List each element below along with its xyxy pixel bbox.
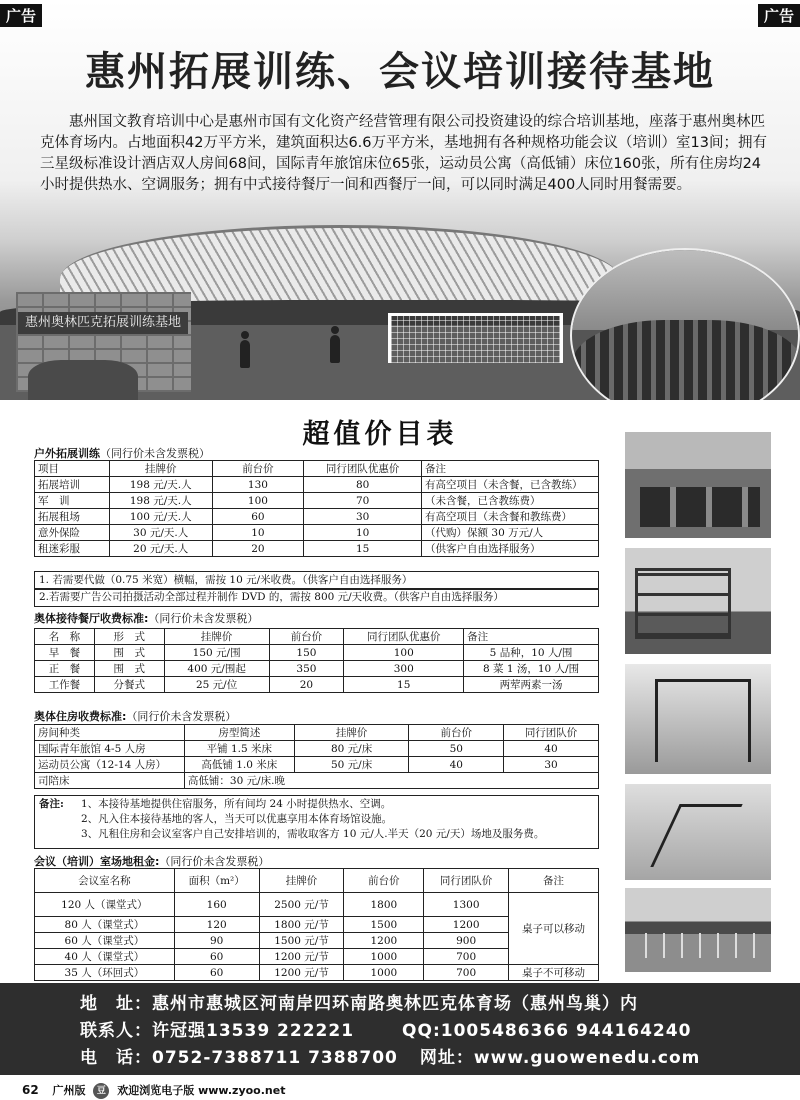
table-row bbox=[35, 741, 599, 757]
header-cell: 面积（m²） bbox=[174, 869, 259, 893]
outdoor-price-table bbox=[34, 460, 599, 557]
table-cell: 60 人（课堂式） bbox=[35, 933, 175, 949]
table-cell: 80 bbox=[304, 477, 422, 493]
header-cell: 前台价 bbox=[409, 725, 504, 741]
table-cell: 拓展租场 bbox=[35, 509, 110, 525]
table-cell: 高低铺：30 元/床.晚 bbox=[184, 773, 598, 789]
table-cell: 国际青年旅馆 4-5 人房 bbox=[35, 741, 185, 757]
remark-line: 3、凡租住房和会议室客户自己安排培训的，需收取客方 10 元/人.半天（20 元/天）场地及服务费。 bbox=[81, 828, 545, 840]
table-cell: 100 bbox=[344, 645, 464, 661]
table-row bbox=[35, 677, 599, 693]
remark-list bbox=[81, 797, 544, 842]
photo-crowd bbox=[572, 320, 800, 400]
table-cell: 70 bbox=[304, 493, 422, 509]
table-cell: 80 元/床 bbox=[294, 741, 409, 757]
intro-paragraph: 惠州国文教育培训中心是惠州市国有文化资产经营管理有限公司投资建设的综合培训基地，座落于惠州奥林匹克体育场内。占地面积42万平方米，建筑面积达6.6万平方米，基地拥有各种规格功能会议（培训）室13间；拥有三星级标准设计酒店双人房间68间，国际青年旅馆床位65张，运动员公寓（高低铺）床位160张，所有住房均24小时提供热水、空调服务；拥有中式接待餐厅一间和西餐厅一间，可以同时满足400人同时用餐需要。 bbox=[40, 114, 767, 193]
header-cell: 会议室名称 bbox=[35, 869, 175, 893]
meeting-heading-label: 会议（培训）室场地租金: bbox=[34, 855, 160, 868]
table-row bbox=[35, 509, 599, 525]
header-cell: 形 式 bbox=[94, 629, 164, 645]
header-cell: 挂牌价 bbox=[164, 629, 269, 645]
table-cell: 20 bbox=[212, 541, 304, 557]
page-title: 惠州拓展训练、会议培训接待基地 bbox=[85, 49, 715, 95]
table-row bbox=[35, 493, 599, 509]
table-cell: 60 bbox=[212, 509, 304, 525]
page-bottom-bar bbox=[0, 1078, 800, 1100]
table-cell: 130 bbox=[212, 477, 304, 493]
table-cell: 拓展培训 bbox=[35, 477, 110, 493]
table-cell: 桌子不可移动 bbox=[509, 965, 599, 981]
lodging-section-heading bbox=[34, 708, 236, 724]
table-cell: 1200 bbox=[424, 917, 509, 933]
table-row bbox=[35, 893, 599, 917]
table-cell: 120 bbox=[174, 917, 259, 933]
remark-line: 2、凡入住本接待基地的客人，当天可以优惠享用本体育场馆设施。 bbox=[81, 813, 393, 825]
header-cell: 同行团队价 bbox=[504, 725, 599, 741]
lodging-price-table bbox=[34, 724, 599, 789]
table-cell: 35 人（环回式） bbox=[35, 965, 175, 981]
table-cell: 5 品种，10 人/围 bbox=[464, 645, 599, 661]
table-cell: 10 bbox=[212, 525, 304, 541]
header-cell: 前台价 bbox=[269, 629, 344, 645]
table-cell: 2500 元/节 bbox=[259, 893, 344, 917]
qq-value: 1005486366 944164240 bbox=[440, 1021, 692, 1041]
table-cell: 意外保险 bbox=[35, 525, 110, 541]
table-cell: 30 bbox=[504, 757, 599, 773]
table-cell: 1200 bbox=[344, 933, 424, 949]
table-cell: 8 菜 1 汤，10 人/围 bbox=[464, 661, 599, 677]
table-cell: 平铺 1.5 米床 bbox=[184, 741, 294, 757]
table-cell: 900 bbox=[424, 933, 509, 949]
contact-label: 联系人： bbox=[80, 1021, 152, 1041]
header-cell: 挂牌价 bbox=[294, 725, 409, 741]
table-cell: 40 bbox=[409, 757, 504, 773]
table-cell: 350 bbox=[269, 661, 344, 677]
table-cell: 10 bbox=[304, 525, 422, 541]
table-cell: 20 元/天.人 bbox=[109, 541, 212, 557]
table-cell: 1000 bbox=[344, 949, 424, 965]
table-cell: 围 式 bbox=[94, 661, 164, 677]
table-row bbox=[35, 965, 599, 981]
address-row bbox=[80, 991, 800, 1018]
stadium-track-photo bbox=[625, 888, 771, 972]
table-row bbox=[35, 757, 599, 773]
table-cell: 正 餐 bbox=[35, 661, 95, 677]
table-cell: 早 餐 bbox=[35, 645, 95, 661]
table-cell: 桌子可以移动 bbox=[509, 893, 599, 965]
table-cell: 90 bbox=[174, 933, 259, 949]
table-cell: 1800 bbox=[344, 893, 424, 917]
table-cell: 有高空项目（未含餐和教练费） bbox=[422, 509, 599, 525]
table-row bbox=[35, 541, 599, 557]
header-cell: 前台价 bbox=[212, 461, 304, 477]
table-cell: 租迷彩服 bbox=[35, 541, 110, 557]
table-cell: 100 元/天.人 bbox=[109, 509, 212, 525]
contact-value: 许冠强13539 222221 bbox=[152, 1021, 355, 1041]
note-line: 2.若需要广告公司拍摄活动全部过程并制作 DVD 的，需按 800 元/天收费。（供客户自由选择服务） bbox=[39, 591, 504, 603]
table-cell: 1300 bbox=[424, 893, 509, 917]
site-url[interactable]: www.zyoo.net bbox=[198, 1084, 286, 1097]
header-cell: 备注 bbox=[509, 869, 599, 893]
dining-price-table bbox=[34, 628, 599, 693]
rope-climbing-photo bbox=[625, 784, 771, 880]
table-cell: 120 人（课堂式） bbox=[35, 893, 175, 917]
hero-banner bbox=[0, 0, 800, 400]
ad-tag-right: 广告 bbox=[758, 4, 800, 27]
table-cell: 围 式 bbox=[94, 645, 164, 661]
outdoor-heading-label: 户外拓展训练 bbox=[34, 447, 100, 460]
table-cell: 25 元/位 bbox=[164, 677, 269, 693]
remark-block bbox=[39, 797, 594, 842]
table-row bbox=[35, 525, 599, 541]
edition-label: 广州版 bbox=[52, 1084, 86, 1097]
header-cell: 项目 bbox=[35, 461, 110, 477]
meeting-section-heading bbox=[34, 853, 269, 869]
table-cell: 30 bbox=[304, 509, 422, 525]
table-cell: 198 元/天.人 bbox=[109, 477, 212, 493]
table-cell: 50 bbox=[409, 741, 504, 757]
table-cell: 15 bbox=[304, 541, 422, 557]
table-cell: 40 人（课堂式） bbox=[35, 949, 175, 965]
table-cell: 有高空项目（未含餐，已含教练） bbox=[422, 477, 599, 493]
magazine-logo-icon: 豆 bbox=[93, 1083, 109, 1099]
phone-label: 电 话： bbox=[80, 1048, 152, 1068]
remark-line: 1、本接待基地提供住宿服务，所有间均 24 小时提供热水、空调。 bbox=[81, 798, 392, 810]
outdoor-section-heading bbox=[34, 445, 210, 461]
photo-sky bbox=[572, 250, 800, 330]
table-cell: 300 bbox=[344, 661, 464, 677]
table-cell: 100 bbox=[212, 493, 304, 509]
table-row bbox=[35, 661, 599, 677]
soccer-goal bbox=[388, 313, 563, 363]
table-cell: 工作餐 bbox=[35, 677, 95, 693]
dining-hall-photo bbox=[625, 432, 771, 538]
table-cell: 60 bbox=[174, 965, 259, 981]
page-number: 62 bbox=[22, 1083, 39, 1097]
header-cell: 挂牌价 bbox=[259, 869, 344, 893]
table-cell: 1000 bbox=[344, 965, 424, 981]
table-cell: 198 元/天.人 bbox=[109, 493, 212, 509]
table-cell: 60 bbox=[174, 949, 259, 965]
dining-section-heading bbox=[34, 610, 258, 626]
web-value[interactable]: www.guowenedu.com bbox=[473, 1048, 701, 1068]
dining-heading-label: 奥体接待餐厅收费标准: bbox=[34, 612, 149, 625]
remarks-label: 备注: bbox=[39, 798, 64, 810]
table-cell: 分餐式 bbox=[94, 677, 164, 693]
ad-tag-left: 广告 bbox=[0, 4, 42, 27]
table-header-row bbox=[35, 461, 599, 477]
table-cell: （代购）保额 30 万元/人 bbox=[422, 525, 599, 541]
table-header-row bbox=[35, 869, 599, 893]
lodging-heading-note: （同行价未含发票税） bbox=[126, 710, 237, 723]
phone-value: 0752-7388711 7388700 bbox=[152, 1048, 398, 1068]
contact-footer bbox=[0, 983, 800, 1075]
header-cell: 同行团队价 bbox=[424, 869, 509, 893]
table-cell: 50 元/床 bbox=[294, 757, 409, 773]
table-cell: 150 元/围 bbox=[164, 645, 269, 661]
climbers-group bbox=[28, 360, 138, 400]
qq-label: QQ: bbox=[402, 1021, 441, 1041]
header-cell: 备注 bbox=[464, 629, 599, 645]
header-cell: 房型简述 bbox=[184, 725, 294, 741]
table-cell: 司陪床 bbox=[35, 773, 185, 789]
address-label: 地 址： bbox=[80, 994, 152, 1014]
table-cell: 军 训 bbox=[35, 493, 110, 509]
dormitory-photo bbox=[625, 548, 771, 654]
table-cell: 30 元/天.人 bbox=[109, 525, 212, 541]
header-cell: 名 称 bbox=[35, 629, 95, 645]
table-header-row bbox=[35, 629, 599, 645]
table-cell: 700 bbox=[424, 949, 509, 965]
table-cell: 20 bbox=[269, 677, 344, 693]
header-cell: 前台价 bbox=[344, 869, 424, 893]
table-cell: 1500 bbox=[344, 917, 424, 933]
outdoor-notes bbox=[34, 588, 599, 607]
table-row bbox=[35, 773, 599, 789]
table-cell: 1200 元/节 bbox=[259, 965, 344, 981]
table-row bbox=[35, 645, 599, 661]
outdoor-heading-note: （同行价未含发票税） bbox=[100, 447, 210, 460]
lodging-remarks bbox=[34, 795, 599, 849]
meeting-heading-note: （同行价未含发票税） bbox=[159, 855, 270, 868]
contact-row bbox=[80, 1018, 800, 1045]
web-label: 网址： bbox=[419, 1048, 474, 1068]
table-cell: 1800 元/节 bbox=[259, 917, 344, 933]
header-cell: 备注 bbox=[422, 461, 599, 477]
table-row bbox=[35, 477, 599, 493]
header-cell: 同行团队优惠价 bbox=[304, 461, 422, 477]
table-cell: 15 bbox=[344, 677, 464, 693]
table-cell: 1200 元/节 bbox=[259, 949, 344, 965]
table-cell: 400 元/围起 bbox=[164, 661, 269, 677]
table-cell: 700 bbox=[424, 965, 509, 981]
table-cell: 1500 元/节 bbox=[259, 933, 344, 949]
table-cell: 高低铺 1.0 米床 bbox=[184, 757, 294, 773]
table-cell: （供客户自由选择服务） bbox=[422, 541, 599, 557]
header-cell: 挂牌价 bbox=[109, 461, 212, 477]
meeting-price-table bbox=[34, 868, 599, 981]
table-cell: 两荤两素一汤 bbox=[464, 677, 599, 693]
table-header-row bbox=[35, 725, 599, 741]
table-cell: 80 人（课堂式） bbox=[35, 917, 175, 933]
team-group-photo bbox=[570, 248, 800, 400]
high-ropes-photo bbox=[625, 664, 771, 774]
header-cell: 同行团队优惠价 bbox=[344, 629, 464, 645]
note-line: 1. 若需要代做（0.75 米宽）横幅，需按 10 元/米收费。（供客户自由选择服务） bbox=[39, 574, 413, 586]
runner-figure bbox=[240, 340, 250, 368]
dining-heading-note: （同行价未含发票税） bbox=[148, 612, 259, 625]
table-cell: 160 bbox=[174, 893, 259, 917]
table-cell: 运动员公寓（12-14 人房） bbox=[35, 757, 185, 773]
runner-figure bbox=[330, 335, 340, 363]
address-value: 惠州市惠城区河南岸四环南路奥林匹克体育场（惠州鸟巢）内 bbox=[152, 994, 638, 1014]
slogan-text: 欢迎浏览电子版 bbox=[117, 1084, 195, 1097]
wall-sign: 惠州奥林匹克拓展训练基地 bbox=[18, 312, 188, 334]
price-list-title: 超值价目表 bbox=[302, 419, 458, 450]
header-cell: 房间种类 bbox=[35, 725, 185, 741]
table-cell: 40 bbox=[504, 741, 599, 757]
lodging-heading-label: 奥体住房收费标准: bbox=[34, 710, 127, 723]
table-cell: 150 bbox=[269, 645, 344, 661]
phone-row bbox=[80, 1045, 800, 1072]
table-cell: （未含餐，已含教练费） bbox=[422, 493, 599, 509]
